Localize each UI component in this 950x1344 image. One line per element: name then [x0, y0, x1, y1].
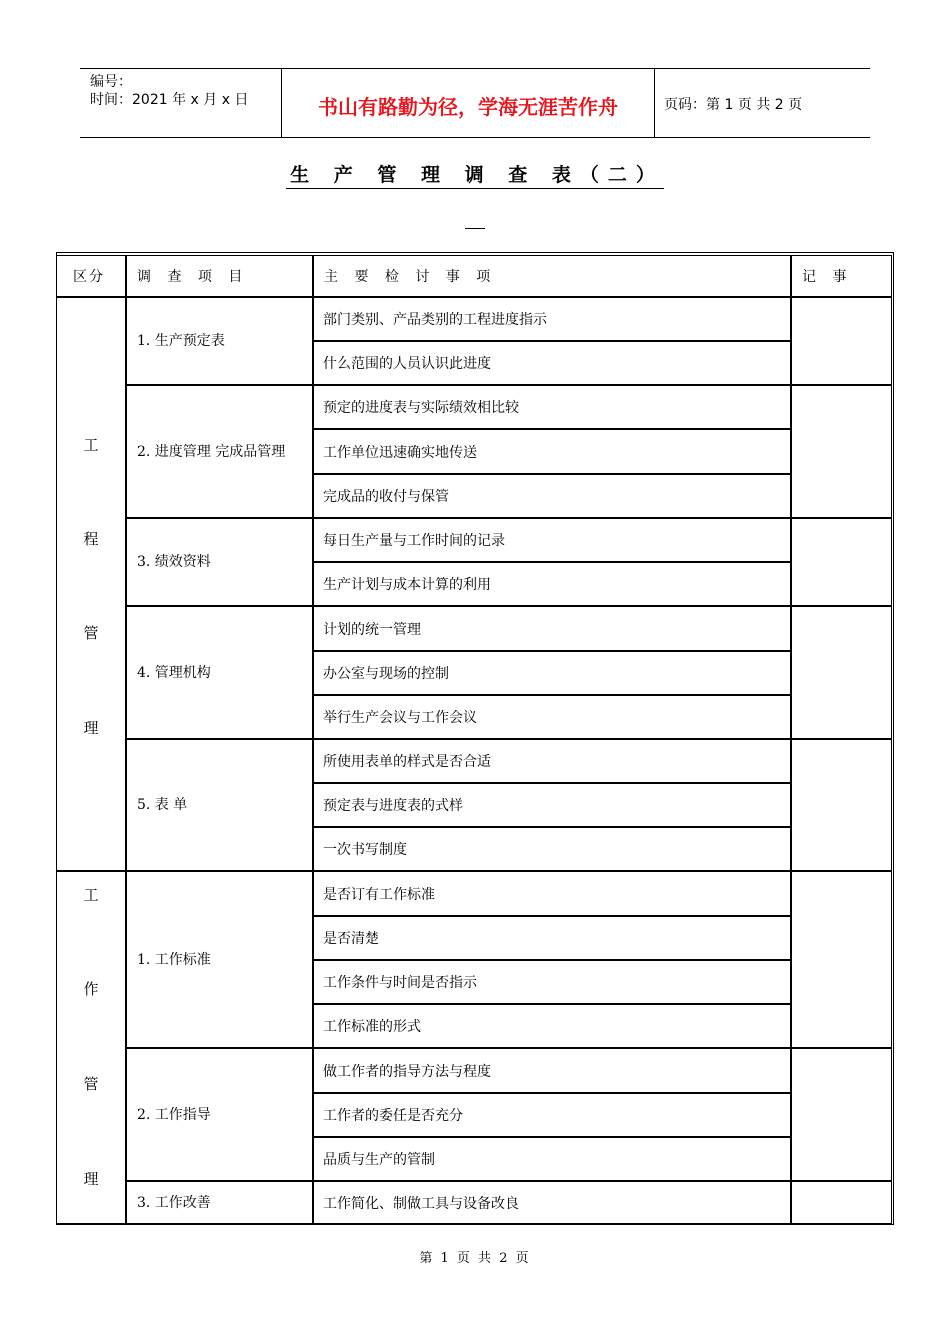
detail-row: 工作者的委任是否充分: [313, 1093, 791, 1137]
region-char: 理: [83, 1170, 99, 1188]
detail-row: 举行生产会议与工作会议: [313, 695, 791, 739]
region-cell-process: [56, 297, 126, 871]
column-header-note: 记 事: [791, 255, 892, 297]
detail-row: 每日生产量与工作时间的记录: [313, 518, 791, 562]
detail-row: 工作条件与时间是否指示: [313, 960, 791, 1004]
date-label: 时间：2021 年 x 月 x 日: [90, 92, 249, 108]
serial-number-label: 编号：: [90, 74, 132, 90]
note-cell: [791, 518, 892, 606]
detail-row: 生产计划与成本计算的利用: [313, 562, 791, 606]
detail-row: 品质与生产的管制: [313, 1137, 791, 1181]
note-cell: [791, 1181, 892, 1224]
survey-item: 1. 生产预定表: [126, 297, 313, 385]
region-char: 作: [83, 980, 99, 998]
detail-row: 计划的统一管理: [313, 606, 791, 651]
header-divider: [654, 69, 655, 137]
note-cell: [791, 385, 892, 518]
detail-row: 工作单位迅速确实地传送: [313, 429, 791, 474]
detail-row: 做工作者的指导方法与程度: [313, 1048, 791, 1093]
detail-row: 办公室与现场的控制: [313, 651, 791, 695]
region-char: 管: [83, 624, 99, 642]
survey-item: 4. 管理机构: [126, 606, 313, 739]
detail-row: 工作标准的形式: [313, 1004, 791, 1048]
detail-row: 一次书写制度: [313, 827, 791, 871]
survey-item: 2. 工作指导: [126, 1048, 313, 1181]
note-cell: [791, 1048, 892, 1181]
note-cell: [791, 297, 892, 385]
detail-row: 是否清楚: [313, 916, 791, 960]
detail-row: 预定的进度表与实际绩效相比较: [313, 385, 791, 429]
column-header-item: 调 查 项 目: [126, 255, 313, 297]
survey-item: 1. 工作标准: [126, 871, 313, 1048]
note-cell: [791, 871, 892, 1048]
survey-item: 3. 绩效资料: [126, 518, 313, 606]
document-title-wrap: [0, 160, 950, 187]
survey-item: 2. 进度管理 完成品管理: [126, 385, 313, 518]
detail-row: 部门类别、产品类别的工程进度指示: [313, 297, 791, 341]
region-char: 工: [83, 886, 99, 904]
document-header: [80, 68, 870, 138]
survey-item: 5. 表 单: [126, 739, 313, 871]
document-title: 生 产 管 理 调 查 表（二）: [286, 164, 664, 189]
region-char: 程: [83, 530, 99, 548]
page-info: 页码：第 1 页 共 2 页: [664, 97, 803, 113]
page-footer: 第 1 页 共 2 页: [419, 1251, 531, 1266]
region-char: 管: [83, 1075, 99, 1093]
detail-row: 所使用表单的样式是否合适: [313, 739, 791, 783]
detail-row: 工作简化、制做工具与设备改良: [313, 1181, 791, 1224]
separator-dash: [465, 228, 485, 229]
region-char: 工: [83, 436, 99, 454]
column-header-area: 区分: [56, 255, 126, 297]
detail-row: 完成品的收付与保管: [313, 474, 791, 518]
detail-row: 什么范围的人员认识此进度: [313, 341, 791, 385]
detail-row: 是否订有工作标准: [313, 871, 791, 916]
column-header-detail: 主 要 检 讨 事 项: [313, 255, 791, 297]
region-char: 理: [83, 719, 99, 737]
header-motto: 书山有路勤为径，学海无涯苦作舟: [318, 95, 618, 119]
note-cell: [791, 606, 892, 739]
detail-row: 预定表与进度表的式样: [313, 783, 791, 827]
survey-item: 3. 工作改善: [126, 1181, 313, 1224]
note-cell: [791, 739, 892, 871]
